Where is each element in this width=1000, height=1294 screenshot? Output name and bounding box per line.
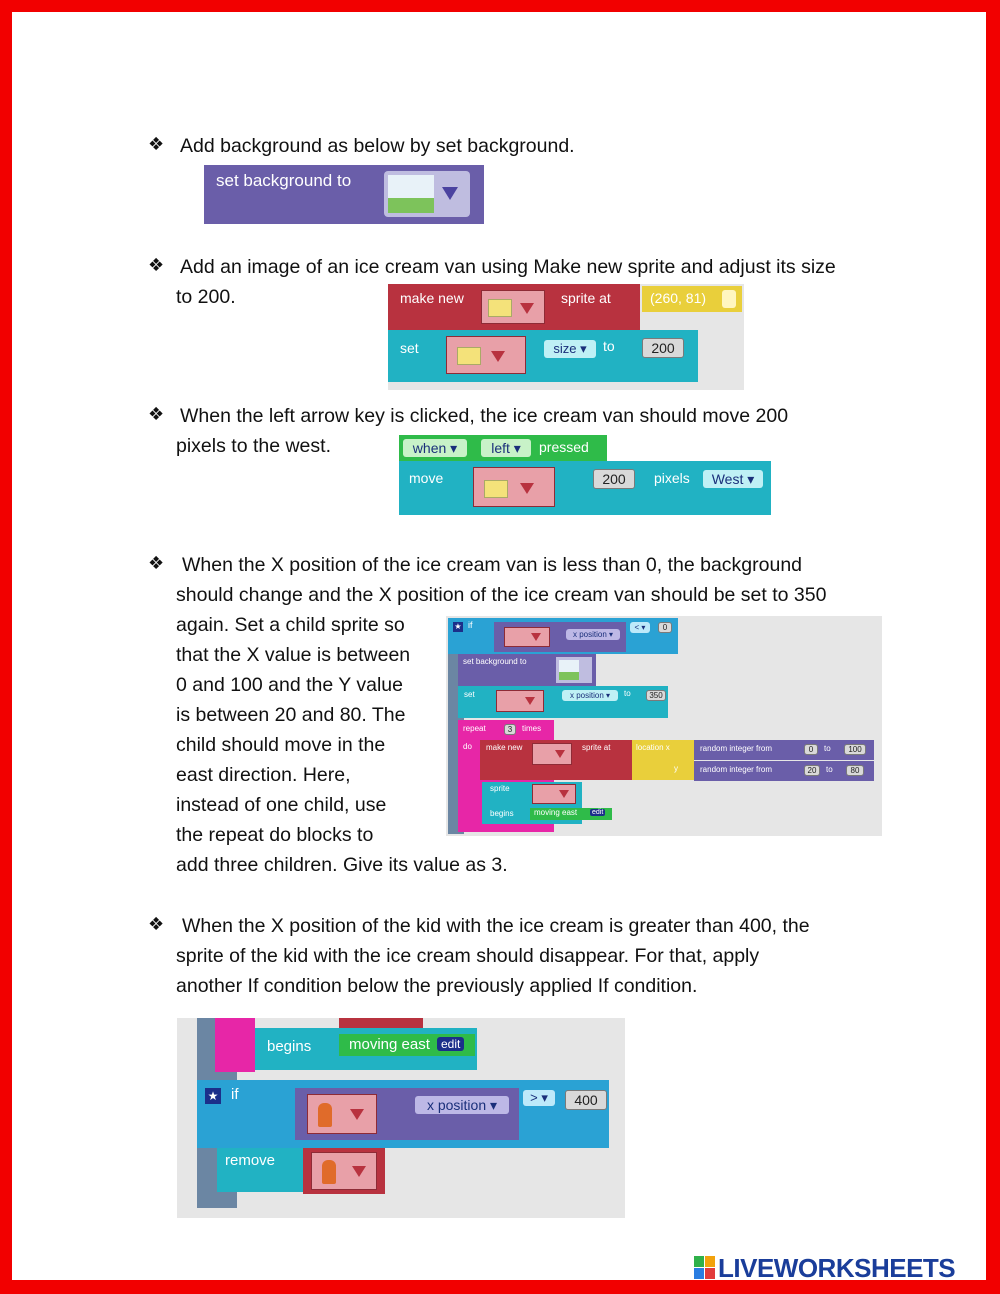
moving-east-label: moving east [534, 808, 578, 817]
instruction-4-line-8: east direction. Here, [176, 764, 351, 786]
location-block [632, 740, 694, 780]
bullet-3: ❖ [148, 404, 165, 424]
begins-block [255, 1028, 477, 1070]
random-y-max-input[interactable]: 80 [846, 765, 864, 776]
x-value-input[interactable]: 350 [646, 690, 666, 701]
x-position-dropdown[interactable]: x position ▾ [415, 1096, 509, 1114]
instruction-3-line-2: pixels to the west. [176, 435, 331, 457]
background-picker[interactable] [384, 171, 470, 217]
make-sprite-block-group [388, 284, 744, 390]
begins-label: begins [490, 809, 514, 818]
set-x-position-block [458, 686, 668, 718]
kid-icon [322, 1160, 336, 1184]
coordinates-value: (260, 81) [650, 290, 707, 306]
random-x-max-input[interactable]: 100 [844, 744, 866, 755]
coordinates-block[interactable] [642, 286, 742, 312]
do-label: do [463, 742, 472, 751]
set-background-block [458, 654, 596, 686]
remove-sprite-socket [303, 1148, 385, 1194]
key-dropdown[interactable]: left ▾ [481, 439, 531, 457]
ice-cream-van-icon [457, 347, 481, 365]
background-thumbnail-icon [559, 660, 579, 680]
sprite-picker[interactable] [496, 690, 544, 712]
make-new-label: make new [400, 290, 464, 306]
ice-cream-van-sprite-picker[interactable] [504, 627, 550, 647]
random-label: random integer from [700, 744, 773, 753]
instruction-5-line-2: sprite of the kid with the ice cream should disappear. For that, apply [176, 945, 760, 967]
to-label: to [624, 689, 631, 698]
second-if-block-group [177, 1018, 625, 1218]
when-dropdown[interactable]: when ▾ [403, 439, 467, 457]
star-icon: ★ [205, 1088, 221, 1104]
pressed-label: pressed [539, 439, 589, 455]
instruction-5-line-3: another If condition below the previously applied If condition. [176, 975, 698, 997]
sprite-label: sprite [490, 784, 510, 793]
make-new-sprite-block [388, 284, 640, 330]
compare-value-input[interactable]: 400 [565, 1090, 607, 1110]
location-pin-icon [722, 290, 736, 308]
to-label: to [603, 338, 615, 354]
if-condition-block [448, 618, 678, 654]
bullet-5: ❖ [148, 914, 165, 934]
set-background-label: set background to [463, 657, 527, 666]
chevron-down-icon [442, 187, 458, 200]
make-new-sprite-block [480, 740, 632, 780]
random-y-min-input[interactable]: 20 [804, 765, 820, 776]
random-y-block [694, 761, 874, 781]
sprite-begins-block [482, 782, 604, 824]
moving-east-label: moving east [349, 1036, 430, 1053]
chevron-down-icon [531, 633, 541, 641]
size-value-input[interactable]: 200 [642, 338, 684, 358]
kid-icon [318, 1103, 332, 1127]
property-dropdown[interactable]: x position ▾ [562, 690, 618, 701]
instruction-3-line-1: When the left arrow key is clicked, the ice cream van should move 200 [180, 405, 789, 427]
begins-label: begins [267, 1038, 312, 1055]
moving-east-block [530, 808, 612, 820]
kid-sprite-picker[interactable] [311, 1152, 377, 1190]
x-position-dropdown[interactable]: x position ▾ [566, 629, 620, 640]
sprite-picker[interactable] [446, 336, 526, 374]
location-y-label: y [674, 764, 678, 773]
times-label: times [522, 724, 542, 733]
if-label: if [468, 620, 473, 630]
set-background-label: set background to [216, 171, 352, 190]
to-label: to [826, 765, 833, 774]
ice-cream-van-icon [488, 299, 512, 317]
chevron-down-icon [559, 790, 569, 798]
chevron-down-icon [350, 1109, 364, 1120]
instruction-4-line-10: the repeat do blocks to [176, 824, 374, 846]
set-label: set [464, 690, 475, 699]
repeat-count-input[interactable]: 3 [504, 724, 516, 735]
liveworksheets-logo-icon [694, 1256, 716, 1280]
set-label: set [400, 340, 419, 356]
instruction-4-line-2: should change and the X position of the ice cream van should be set to 350 [176, 584, 827, 606]
move-block [399, 461, 771, 515]
instruction-4-line-1: When the X position of the ice cream van is less than 0, the background [182, 554, 803, 576]
set-size-block [388, 330, 698, 382]
x-position-getter [295, 1088, 519, 1140]
move-label: move [409, 470, 444, 486]
when-key-pressed-block [399, 435, 607, 461]
direction-dropdown[interactable]: West ▾ [703, 470, 763, 488]
if-x-greater-block [197, 1080, 609, 1148]
background-thumbnail-icon [388, 175, 434, 213]
moving-east-block [339, 1034, 475, 1056]
compare-value-input[interactable]: 0 [658, 622, 672, 633]
to-label: to [824, 744, 831, 753]
instruction-4-line-9: instead of one child, use [176, 794, 387, 816]
compare-operator-dropdown[interactable]: > ▾ [523, 1090, 555, 1106]
compare-operator-dropdown[interactable]: < ▾ [630, 622, 650, 633]
edit-button[interactable]: edit [437, 1037, 464, 1051]
pixels-value-input[interactable]: 200 [593, 469, 635, 489]
location-x-label: location x [636, 743, 670, 752]
instruction-5-line-1: When the X position of the kid with the ice cream is greater than 400, the [182, 915, 810, 937]
bullet-2: ❖ [148, 255, 165, 275]
repeat-block-tail [215, 1018, 255, 1072]
edit-button[interactable]: edit [592, 809, 604, 816]
random-label: random integer from [700, 765, 773, 774]
if-label: if [231, 1086, 239, 1103]
ice-cream-van-sprite-picker[interactable] [481, 290, 545, 324]
instruction-4-line-7: child should move in the [176, 734, 386, 756]
background-picker[interactable] [556, 657, 592, 683]
repeat-label: repeat [463, 724, 486, 733]
instruction-1: Add background as below by set background. [180, 135, 575, 157]
sprite-at-label: sprite at [561, 290, 611, 306]
sprite-block-tail [339, 1018, 423, 1028]
bullet-1: ❖ [148, 134, 165, 154]
if-block-group [446, 616, 882, 836]
instruction-2-line-2: to 200. [176, 286, 236, 308]
chevron-down-icon [555, 750, 565, 758]
sprite-picker[interactable] [473, 467, 555, 507]
instruction-4-line-11: add three children. Give its value as 3. [176, 854, 508, 876]
chevron-down-icon [520, 483, 534, 494]
pixels-label: pixels [654, 470, 690, 486]
instruction-4-line-5: 0 and 100 and the Y value [176, 674, 403, 696]
remove-block [217, 1148, 303, 1192]
sprite-at-label: sprite at [582, 743, 611, 752]
random-x-block [694, 740, 874, 760]
instruction-2-line-1: Add an image of an ice cream van using Make new sprite and adjust its size [180, 256, 836, 278]
ice-cream-van-icon [484, 480, 508, 498]
instruction-4-line-6: is between 20 and 80. The [176, 704, 406, 726]
chevron-down-icon [352, 1166, 366, 1177]
instruction-4-line-4: that the X value is between [176, 644, 411, 666]
chevron-down-icon [491, 351, 505, 362]
make-new-label: make new [486, 743, 523, 752]
property-dropdown[interactable]: size ▾ [544, 340, 596, 358]
chevron-down-icon [525, 697, 535, 705]
bullet-4: ❖ [148, 553, 165, 573]
random-x-min-input[interactable]: 0 [804, 744, 818, 755]
child-sprite-picker[interactable] [532, 784, 576, 804]
set-background-block [204, 165, 484, 224]
liveworksheets-logo: LIVEWORKSHEETS [718, 1253, 956, 1283]
instruction-4-line-3: again. Set a child sprite so [176, 614, 405, 636]
remove-label: remove [225, 1152, 276, 1169]
kid-sprite-picker[interactable] [307, 1094, 377, 1134]
star-icon: ★ [454, 622, 462, 631]
child-sprite-picker[interactable] [532, 743, 572, 765]
x-position-getter [494, 622, 626, 652]
chevron-down-icon [520, 303, 534, 314]
